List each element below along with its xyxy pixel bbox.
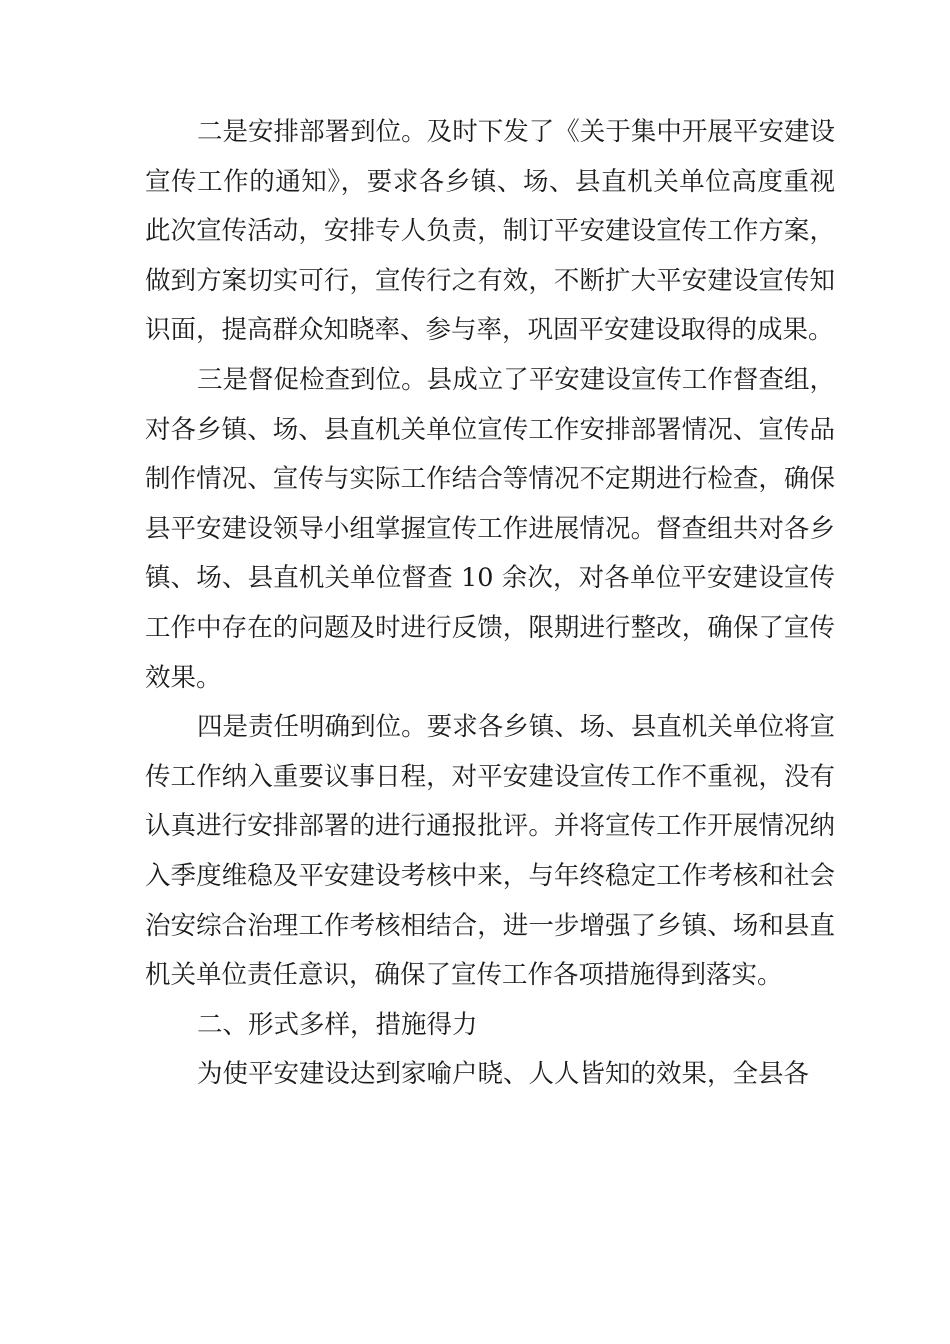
paragraph-responsibility: 四是责任明确到位。要求各乡镇、场、县直机关单位将宣传工作纳入重要议事日程，对平安建设宣传工作不重视，没有认真进行安排部署的进行通报批评。并将宣传工作开展情况纳入季度维稳及平安建设考核中来，与年终稳定工作考核和社会治安综合治理工作考核相结合，进一步增强了乡镇、场和县直机关单位责任意识，确保了宣传工作各项措施得到落实。	[145, 712, 835, 991]
paragraph-inspection: 三是督促检查到位。县成立了平安建设宣传工作督查组，对各乡镇、场、县直机关单位宣传工作安排部署情况、宣传品制作情况、宣传与实际工作结合等情况不定期进行检查，确保县平安建设领导小组掌握宣传工作进展情况。督查组共对各乡镇、场、县直机关单位督查 10 余次，对各单位平安建设宣传工作中存在的问题及时进行反馈，限期进行整改，确保了宣传效果。	[145, 364, 835, 693]
paragraph-deployment: 二是安排部署到位。及时下发了《关于集中开展平安建设宣传工作的通知》，要求各乡镇、场、县直机关单位高度重视此次宣传活动，安排专人负责，制订平安建设宣传工作方案，做到方案切实可行，宣传行之有效，不断扩大平安建设宣传知识面，提高群众知晓率、参与率，巩固平安建设取得的成果。	[145, 117, 835, 346]
paragraph-intro: 为使平安建设达到家喻户晓、人人皆知的效果，全县各	[197, 1059, 810, 1090]
section-heading: 二、形式多样，措施得力	[197, 1009, 478, 1040]
document-body	[145, 108, 835, 1100]
